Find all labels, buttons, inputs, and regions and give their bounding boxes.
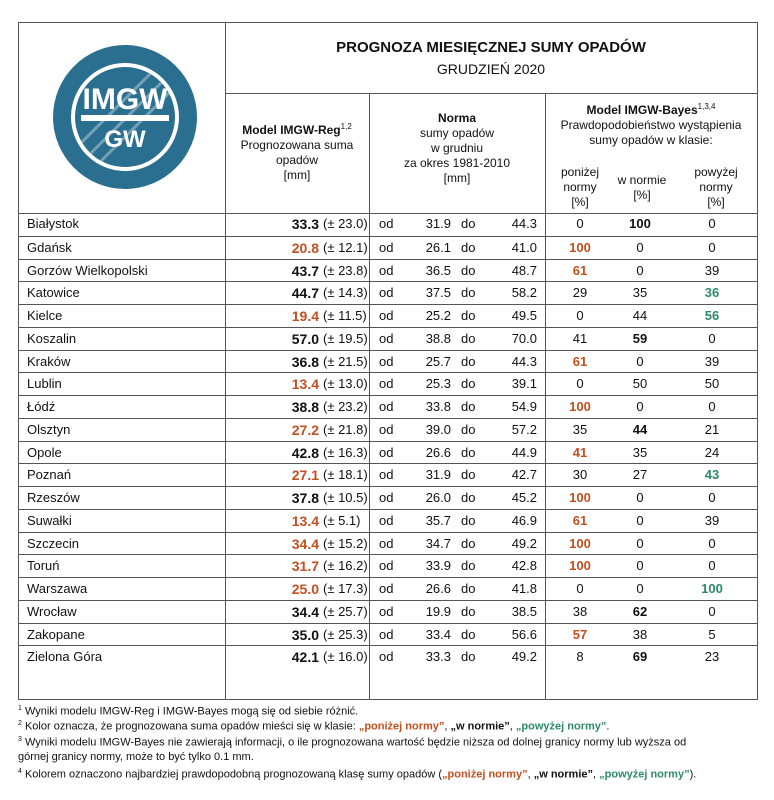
norm-high: 49.2 <box>511 535 537 551</box>
norm-low: 36.5 <box>425 262 451 278</box>
city-name: Kielce <box>27 308 63 323</box>
forecast-uncertainty: (± 12.1) <box>323 239 368 255</box>
prob-below: 8 <box>576 649 584 665</box>
norm-low: 31.9 <box>425 467 451 483</box>
prob-within: 35 <box>632 444 648 460</box>
prob-above: 56 <box>704 308 720 323</box>
forecast-table <box>18 22 758 700</box>
od-label: od <box>379 649 394 665</box>
city-name: Szczecin <box>27 535 80 551</box>
forecast-uncertainty: (± 23.8) <box>323 262 368 278</box>
prob-within: 27 <box>632 467 648 483</box>
forecast-value: 27.2 <box>291 421 319 438</box>
forecast-uncertainty: (± 25.3) <box>323 626 368 642</box>
od-label: od <box>379 239 394 255</box>
forecast-uncertainty: (± 17.3) <box>323 581 368 596</box>
forecast-uncertainty: (± 5.1) <box>323 512 361 528</box>
norm-low: 25.3 <box>425 376 451 392</box>
prob-above: 5 <box>708 626 716 642</box>
prob-below: 100 <box>569 490 591 505</box>
norm-high: 57.2 <box>511 421 537 437</box>
norm-low: 25.7 <box>425 353 451 369</box>
prob-below: 41 <box>572 444 588 460</box>
table-row <box>19 509 757 533</box>
od-label: od <box>379 262 394 278</box>
forecast-value: 57.0 <box>291 330 319 347</box>
forecast-value: 37.8 <box>291 490 319 506</box>
norm-high: 48.7 <box>511 262 537 278</box>
od-label: od <box>379 308 394 323</box>
table-row <box>19 327 757 351</box>
prob-within: 0 <box>636 490 644 505</box>
page-subtitle: GRUDZIEŃ 2020 <box>436 61 546 77</box>
od-label: od <box>379 512 394 528</box>
table-row <box>19 623 757 647</box>
forecast-value: 42.8 <box>291 444 319 461</box>
prob-within: 0 <box>636 558 644 574</box>
norm-low: 33.3 <box>425 649 451 665</box>
prob-above: 50 <box>704 376 720 392</box>
table-row <box>19 236 757 260</box>
prob-above: 0 <box>708 239 716 255</box>
do-label: do <box>461 467 476 483</box>
od-label: od <box>379 330 394 346</box>
prob-below: 35 <box>572 421 588 437</box>
table-row <box>19 441 757 465</box>
norm-high: 41.0 <box>511 239 537 255</box>
table-row <box>19 645 757 669</box>
forecast-value: 13.4 <box>291 512 319 529</box>
prob-below: 0 <box>576 216 584 231</box>
prob-within: 50 <box>632 376 648 392</box>
norm-high: 70.0 <box>511 330 537 346</box>
norm-high: 46.9 <box>511 512 537 528</box>
prob-above: 39 <box>704 512 720 528</box>
forecast-value: 33.3 <box>291 216 319 232</box>
city-name: Zielona Góra <box>27 649 103 665</box>
od-label: od <box>379 444 394 460</box>
norm-low: 33.4 <box>425 626 451 642</box>
col-within-header: w normie [%] <box>617 173 667 202</box>
col-below-header: poniżej normy [%] <box>560 165 600 209</box>
table-row <box>19 418 757 442</box>
norm-low: 26.6 <box>425 581 451 596</box>
forecast-value: 13.4 <box>291 376 319 393</box>
city-name: Olsztyn <box>27 421 71 437</box>
city-name: Łódź <box>27 399 56 414</box>
prob-within: 0 <box>636 399 644 414</box>
forecast-value: 27.1 <box>291 467 319 484</box>
prob-above: 0 <box>708 490 716 505</box>
prob-within: 0 <box>636 353 644 369</box>
prob-above: 36 <box>704 285 720 301</box>
prob-below: 0 <box>576 308 584 323</box>
do-label: do <box>461 626 476 642</box>
od-label: od <box>379 603 394 619</box>
footnote-3: $^3$ Wyniki modelu IMGW-Bayes nie zawierają informacji, o ile prognozowana wartość będzie niższa od dolnej granicy normy lub wyższa od górnej granicy normy, może to być tylko 0.1 mm. <box>18 736 687 763</box>
forecast-value: 34.4 <box>291 603 319 620</box>
prob-within: 0 <box>636 262 644 278</box>
forecast-value: 43.7 <box>291 262 319 279</box>
table-row <box>19 395 757 419</box>
table-row <box>19 554 757 578</box>
prob-below: 0 <box>576 581 584 596</box>
prob-below: 100 <box>569 558 591 574</box>
col-above-header: powyżej normy [%] <box>694 165 738 209</box>
do-label: do <box>461 308 476 323</box>
page-title: PROGNOZA MIESIĘCZNEJ SUMY OPADÓW <box>336 39 646 56</box>
prob-above: 39 <box>704 262 720 278</box>
city-name: Zakopane <box>27 626 85 642</box>
do-label: do <box>461 239 476 255</box>
norm-high: 49.5 <box>511 308 537 323</box>
norm-low: 38.8 <box>425 330 451 346</box>
prob-above: 0 <box>708 535 716 551</box>
do-label: do <box>461 216 476 231</box>
prob-below: 41 <box>572 330 588 346</box>
do-label: do <box>461 512 476 528</box>
prob-within: 0 <box>636 535 644 551</box>
prob-above: 23 <box>704 649 720 665</box>
table-row <box>19 213 757 236</box>
forecast-value: 36.8 <box>291 353 319 370</box>
norm-low: 25.2 <box>425 308 451 323</box>
city-name: Toruń <box>27 558 60 574</box>
col-bayes-header: Model IMGW-Bayes$^{1,3,4}$ Prawdopodobieństwo wystąpienia sumy opadów w klasie: <box>560 102 742 147</box>
forecast-uncertainty: (± 19.5) <box>323 330 368 346</box>
forecast-uncertainty: (± 21.8) <box>323 421 368 437</box>
od-label: od <box>379 558 394 574</box>
table-row <box>19 463 757 487</box>
city-name: Wrocław <box>27 603 77 619</box>
table-row <box>19 372 757 396</box>
norm-high: 42.7 <box>511 467 537 483</box>
forecast-value: 19.4 <box>291 308 319 324</box>
col-reg-header: Model IMGW-Reg$^{1,2}$ Prognozowana suma opadów [mm] <box>240 122 354 182</box>
norm-high: 58.2 <box>511 285 537 301</box>
prob-below: 61 <box>572 353 588 369</box>
prob-above: 43 <box>704 467 720 483</box>
forecast-value: 38.8 <box>291 399 319 415</box>
do-label: do <box>461 535 476 551</box>
imgw-logo-icon <box>51 43 199 191</box>
prob-below: 29 <box>572 285 588 301</box>
prob-below: 61 <box>572 512 588 528</box>
prob-above: 100 <box>701 581 723 596</box>
norm-high: 39.1 <box>511 376 537 392</box>
prob-within: 0 <box>636 581 644 596</box>
norm-high: 44.9 <box>511 444 537 460</box>
city-name: Rzeszów <box>27 490 80 505</box>
forecast-uncertainty: (± 11.5) <box>323 308 367 323</box>
prob-above: 21 <box>704 421 720 437</box>
prob-below: 100 <box>569 535 591 551</box>
forecast-uncertainty: (± 10.5) <box>323 490 368 505</box>
od-label: od <box>379 581 394 596</box>
table-row <box>19 350 757 374</box>
forecast-uncertainty: (± 21.5) <box>323 353 368 369</box>
od-label: od <box>379 490 394 505</box>
forecast-uncertainty: (± 23.0) <box>323 216 368 231</box>
forecast-uncertainty: (± 16.3) <box>323 444 368 460</box>
do-label: do <box>461 444 476 460</box>
prob-below: 30 <box>572 467 588 483</box>
forecast-value: 34.4 <box>291 535 319 552</box>
forecast-uncertainty: (± 16.2) <box>323 558 368 574</box>
prob-within: 44 <box>632 421 648 437</box>
prob-within: 59 <box>632 330 648 346</box>
forecast-value: 25.0 <box>291 581 319 597</box>
prob-within: 100 <box>629 216 651 231</box>
table-row <box>19 577 757 601</box>
prob-within: 69 <box>632 649 648 665</box>
forecast-uncertainty: (± 18.1) <box>323 467 368 483</box>
do-label: do <box>461 262 476 278</box>
od-label: od <box>379 376 394 392</box>
forecast-value: 31.7 <box>291 558 319 575</box>
prob-above: 0 <box>708 399 716 414</box>
norm-high: 45.2 <box>511 490 537 505</box>
table-row <box>19 600 757 624</box>
norm-high: 44.3 <box>511 353 537 369</box>
do-label: do <box>461 353 476 369</box>
do-label: do <box>461 558 476 574</box>
logo-text: IMGW <box>82 83 168 116</box>
norm-low: 33.9 <box>425 558 451 574</box>
od-label: od <box>379 399 394 414</box>
do-label: do <box>461 649 476 665</box>
prob-above: 0 <box>708 558 716 574</box>
do-label: do <box>461 399 476 414</box>
footnote-2: $^2$ Kolor oznacza, że prognozowana suma opadów mieści się w klasie: „poniżej normy”, „w normie”, „powyżej normy”. <box>18 720 610 733</box>
prob-above: 0 <box>708 330 716 346</box>
city-name: Gorzów Wielkopolski <box>27 262 148 278</box>
forecast-value: 42.1 <box>291 649 319 666</box>
city-name: Suwałki <box>27 512 72 528</box>
do-label: do <box>461 490 476 505</box>
norm-low: 19.9 <box>425 603 451 619</box>
table-row <box>19 259 757 283</box>
od-label: od <box>379 535 394 551</box>
norm-high: 44.3 <box>511 216 537 231</box>
city-name: Poznań <box>27 467 72 483</box>
city-name: Gdańsk <box>27 239 72 255</box>
city-name: Opole <box>27 444 62 460</box>
city-name: Koszalin <box>27 330 77 346</box>
norm-high: 49.2 <box>511 649 537 665</box>
prob-within: 62 <box>632 603 648 619</box>
norm-low: 37.5 <box>425 285 451 301</box>
prob-within: 0 <box>636 239 644 255</box>
prob-below: 61 <box>572 262 588 278</box>
norm-high: 56.6 <box>511 626 537 642</box>
table-row <box>19 486 757 510</box>
forecast-uncertainty: (± 25.7) <box>323 603 368 619</box>
city-name: Kraków <box>27 353 71 369</box>
norm-low: 34.7 <box>425 535 451 551</box>
od-label: od <box>379 216 394 231</box>
do-label: do <box>461 421 476 437</box>
norm-low: 35.7 <box>425 512 451 528</box>
prob-above: 0 <box>708 603 716 619</box>
prob-within: 35 <box>632 285 648 301</box>
forecast-uncertainty: (± 14.3) <box>323 285 368 301</box>
prob-above: 0 <box>708 216 716 231</box>
do-label: do <box>461 376 476 392</box>
od-label: od <box>379 285 394 301</box>
do-label: do <box>461 330 476 346</box>
forecast-uncertainty: (± 23.2) <box>323 399 368 414</box>
do-label: do <box>461 581 476 596</box>
city-name: Warszawa <box>27 581 88 596</box>
city-name: Katowice <box>27 285 80 301</box>
svg-text:GW: GW <box>104 126 146 153</box>
od-label: od <box>379 467 394 483</box>
prob-below: 0 <box>576 376 584 392</box>
norm-low: 31.9 <box>425 216 451 231</box>
forecast-value: 20.8 <box>291 239 319 256</box>
od-label: od <box>379 421 394 437</box>
norm-high: 41.8 <box>511 581 537 596</box>
norm-low: 33.8 <box>425 399 451 414</box>
prob-below: 100 <box>569 239 591 255</box>
table-row <box>19 532 757 556</box>
forecast-uncertainty: (± 16.0) <box>323 649 368 665</box>
norm-low: 39.0 <box>425 421 451 437</box>
col-norma-header: Norma sumy opadów w grudniu za okres 1981-2010 [mm] <box>403 111 511 185</box>
prob-above: 39 <box>704 353 720 369</box>
prob-within: 44 <box>632 308 648 323</box>
prob-below: 100 <box>569 399 591 414</box>
do-label: do <box>461 285 476 301</box>
footnote-1: $^1$ Wyniki modelu IMGW-Reg i IMGW-Bayes mogą się od siebie różnić. <box>18 705 359 718</box>
forecast-uncertainty: (± 13.0) <box>323 376 368 392</box>
prob-below: 57 <box>572 626 588 642</box>
norm-high: 38.5 <box>511 603 537 619</box>
od-label: od <box>379 626 394 642</box>
do-label: do <box>461 603 476 619</box>
prob-below: 38 <box>572 603 588 619</box>
norm-low: 26.6 <box>425 444 451 460</box>
forecast-uncertainty: (± 15.2) <box>323 535 368 551</box>
city-name: Białystok <box>27 216 80 231</box>
od-label: od <box>379 353 394 369</box>
prob-within: 0 <box>636 512 644 528</box>
city-name: Lublin <box>27 376 62 392</box>
norm-high: 54.9 <box>511 399 537 414</box>
forecast-value: 35.0 <box>291 626 319 643</box>
norm-low: 26.1 <box>425 239 451 255</box>
norm-high: 42.8 <box>511 558 537 574</box>
footnote-4: $^4$ Kolorem oznaczono najbardziej prawdopodobną prognozowaną klasę sumy opadów („poniżej normy”, „w normie”, „powyżej normy”). <box>18 768 697 781</box>
prob-above: 24 <box>704 444 720 460</box>
table-row <box>19 281 757 305</box>
table-row <box>19 304 757 328</box>
norm-low: 26.0 <box>425 490 451 505</box>
forecast-value: 44.7 <box>291 285 319 302</box>
prob-within: 38 <box>632 626 648 642</box>
